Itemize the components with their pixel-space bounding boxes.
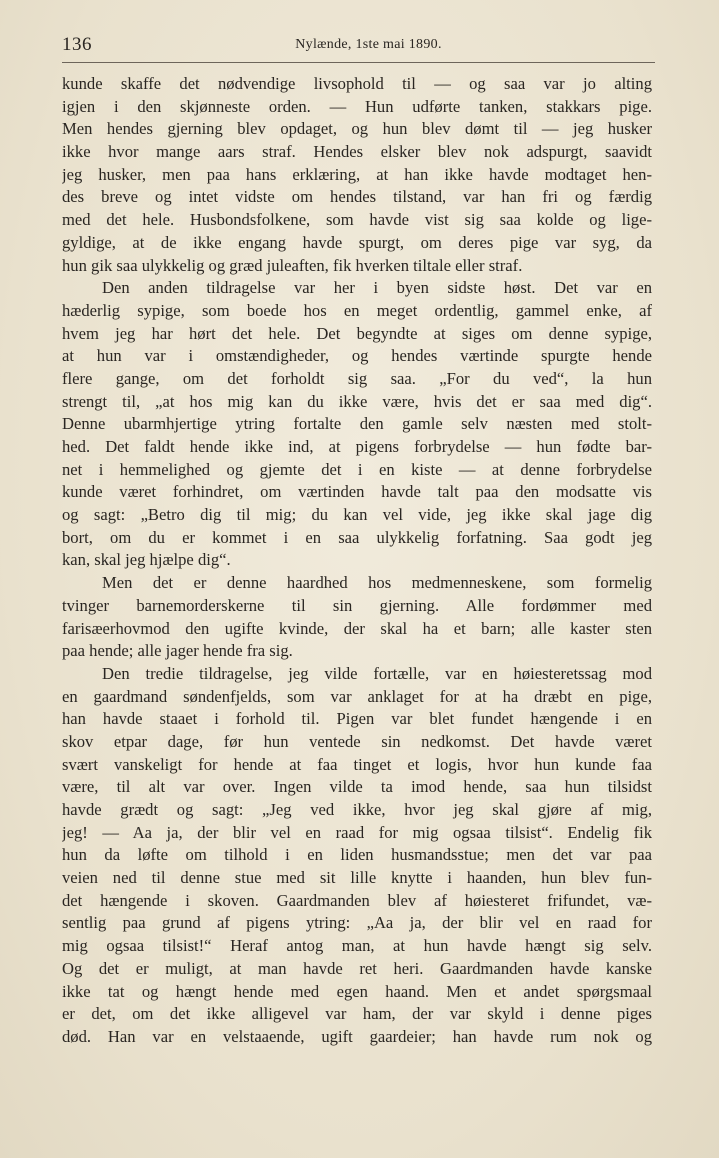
text-line: paa hende; alle jager hende fra sig. bbox=[62, 641, 293, 661]
text-line: kunde været forhindret, om værtinden havde talt paa den modsatte vis bbox=[62, 482, 652, 502]
text-line: Den anden tildragelse var her i byen sidste høst. Det var en bbox=[102, 278, 652, 298]
running-head: Nylænde, 1ste mai 1890. bbox=[295, 37, 442, 52]
body-text bbox=[62, 73, 652, 1049]
text-line: er det, om det ikke alligevel var ham, der var skyld i denne piges bbox=[62, 1004, 652, 1024]
text-line: Men det er denne haardhed hos medmenneskene, som formelig bbox=[102, 573, 652, 593]
text-line: sentlig paa grund af pigens ytring: „Aa ja, der blir vel en raad for bbox=[62, 913, 652, 933]
text-line: med det hele. Husbondsfolkene, som havde vist sig saa kolde og lige- bbox=[62, 210, 652, 230]
text-line: gyldige, at de ikke engang havde spurgt, om deres pige var syg, da bbox=[62, 232, 652, 252]
page-header bbox=[62, 34, 655, 64]
text-line: kunde skaffe det nødvendige livsophold til — og saa var jo alting bbox=[62, 74, 652, 93]
text-line: hæderlig sypige, som boede hos en meget ordentlig, gammel enke, af bbox=[62, 300, 652, 320]
text-line: svært vanskeligt for hende at faa tinget et logis, hvor hun kunde faa bbox=[62, 754, 652, 774]
text-line: des breve og intet vidste om hendes tilstand, var han fri og færdig bbox=[62, 187, 652, 207]
text-line: kan, skal jeg hjælpe dig“. bbox=[62, 550, 231, 570]
text-line: jeg! — Aa ja, der blir vel en raad for mig ogsaa tilsist“. Endelig fik bbox=[62, 822, 652, 842]
text-line: være, til alt var over. Ingen vilde ta imod hende, saa hun tilsidst bbox=[62, 777, 652, 797]
text-line: Denne ubarmhjertige ytring fortalte den gamle selv næsten med stolt- bbox=[62, 414, 652, 434]
text-line: veien ned til denne stue med sit lille knytte i haanden, hun blev fun- bbox=[62, 868, 652, 888]
text-line: Og det er muligt, at man havde ret heri. Gaardmanden havde kanske bbox=[62, 958, 652, 978]
text-line: igjen i den skjønneste orden. — Hun udførte tanken, stakkars pige. bbox=[62, 96, 652, 116]
text-line: at hun var i omstændigheder, og hendes værtinde spurgte hende bbox=[62, 346, 652, 366]
text-line: hun da løfte om tilhold i en liden husmandsstue; men det var paa bbox=[62, 845, 652, 865]
text-line: mig ogsaa tilsist!“ Heraf antog man, at hun havde hængt sig selv. bbox=[62, 936, 652, 956]
text-line: tvinger barnemorderskerne til sin gjerning. Alle fordømmer med bbox=[62, 595, 652, 615]
text-line: han havde staaet i forhold til. Pigen var blet fundet hængende i en bbox=[62, 709, 652, 729]
text-line: net i hemmelighed og gjemte det i en kiste — at denne forbrydelse bbox=[62, 459, 652, 479]
text-line: ikke hvor mange aars straf. Hendes elsker blev nok adspurgt, saavidt bbox=[62, 142, 652, 162]
text-line: jeg husker, men paa hans erklæring, at han ikke havde modtaget hen- bbox=[62, 164, 652, 184]
text-line: og sagt: „Betro dig til mig; du kan vel vide, jeg ikke skal jage dig bbox=[62, 505, 652, 525]
text-line: det hængende i skoven. Gaardmanden blev af høiesteret frifundet, væ- bbox=[62, 890, 652, 910]
text-line: død. Han var en velstaaende, ugift gaardeier; han havde rum nok og bbox=[62, 1026, 652, 1046]
text-line: bort, om du er kommet i en saa ulykkelig forfatning. Saa godt jeg bbox=[62, 527, 652, 547]
text-line: hed. Det faldt hende ikke ind, at pigens forbrydelse — hun fødte bar- bbox=[62, 437, 652, 456]
text-line: havde grædt og sagt: „Jeg ved ikke, hvor jeg skal gjøre af mig, bbox=[62, 800, 652, 819]
text-line: en gaardmand søndenfjelds, som var anklaget for at ha dræbt en pige, bbox=[62, 686, 652, 706]
text-line: Den tredie tildragelse, jeg vilde fortælle, var en høiesteretssag mod bbox=[102, 663, 652, 683]
text-line: Men hendes gjerning blev opdaget, og hun blev dømt til — jeg husker bbox=[62, 119, 652, 139]
text-line: farisæerhovmod den ugifte kvinde, der skal ha et barn; alle kaster sten bbox=[62, 618, 652, 638]
text-line: skov etpar dage, før hun ventede sin nedkomst. Det havde været bbox=[62, 731, 652, 751]
header-rule bbox=[62, 62, 655, 63]
text-line: ikke tat og hængt hende med egen haand. Men et andet spørgsmaal bbox=[62, 981, 652, 1001]
page-number: 136 bbox=[62, 34, 92, 55]
text-line: strengt til, „at hos mig kan du ikke være, hvis det er saa med dig“. bbox=[62, 391, 652, 411]
text-line: flere gange, om det forholdt sig saa. „For du ved“, la hun bbox=[62, 368, 652, 388]
text-line: hvem jeg har hørt det hele. Det begyndte at siges om denne sypige, bbox=[62, 323, 652, 343]
text-line: hun gik saa ulykkelig og græd juleaften, fik hverken tiltale eller straf. bbox=[62, 255, 523, 275]
